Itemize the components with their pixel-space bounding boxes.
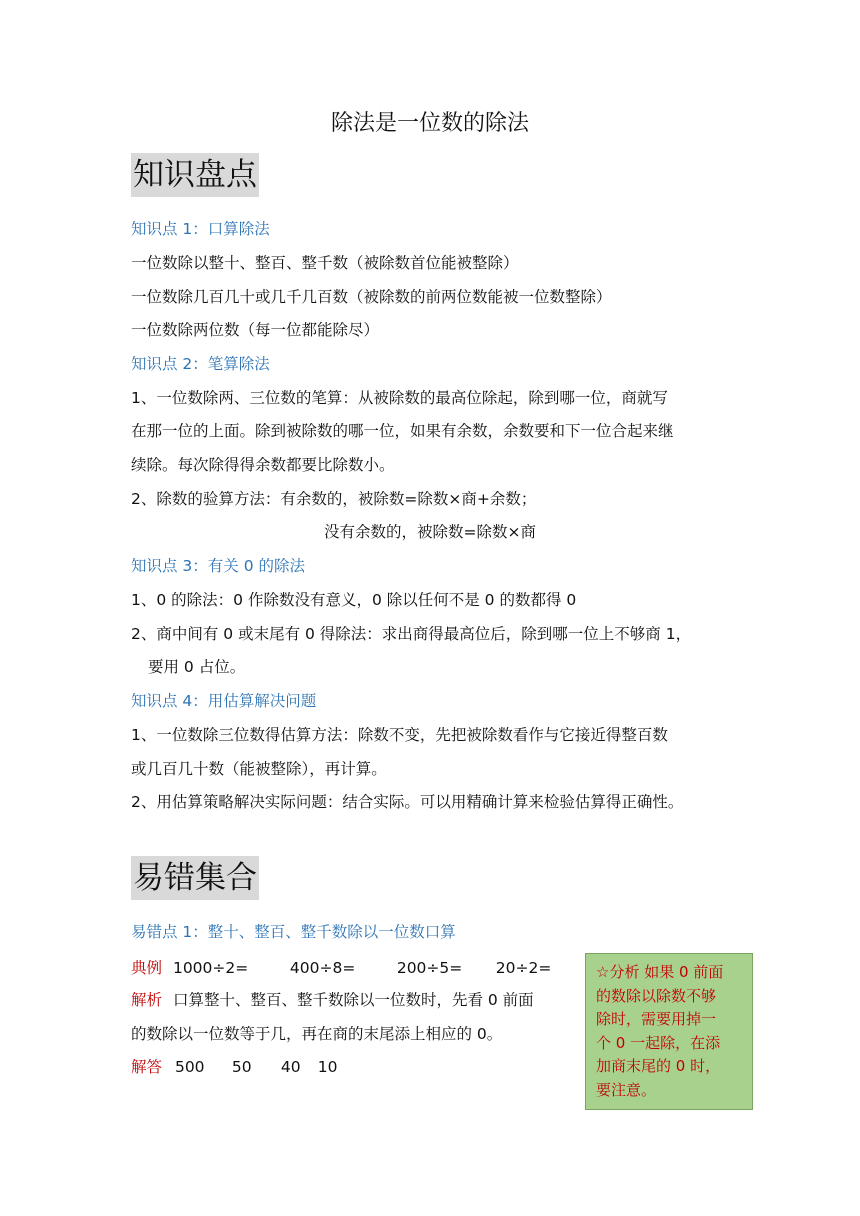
- analysis-label: 解析: [131, 991, 163, 1009]
- knowledge-point-1-line: 一位数除几百几十或几千几百数（被除数的前两位数能被一位数整除）: [131, 288, 612, 306]
- knowledge-point-3-label: 知识点 3：有关 0 的除法: [131, 557, 306, 575]
- tip-line: 个 0 一起除，在添: [596, 1033, 721, 1052]
- answer-value: 10: [317, 1058, 338, 1076]
- example-row: [131, 956, 551, 978]
- mistake-point-1-label: 易错点 1：整十、整百、整千数除以一位数口算: [131, 923, 456, 941]
- knowledge-point-3-line: 2、商中间有 0 或末尾有 0 得除法：求出商得最高位后，除到哪一位上不够商 1，: [131, 625, 692, 643]
- analysis-line: [131, 990, 534, 1010]
- knowledge-point-2-line: 1、一位数除两、三位数的笔算：从被除数的最高位除起，除到哪一位，商就写: [131, 389, 668, 407]
- tip-line: ☆分析 如果 0 前面: [596, 963, 724, 981]
- knowledge-point-1-line: 一位数除以整十、整百、整千数（被除数首位能被整除）: [131, 254, 519, 272]
- example-item: 20÷2=: [495, 959, 552, 977]
- knowledge-point-3-line: 1、0 的除法：0 作除数没有意义，0 除以任何不是 0 的数都得 0: [131, 591, 577, 609]
- example-item: 400÷8=: [289, 959, 356, 977]
- example-item: 1000÷2=: [172, 959, 249, 977]
- example-item: 200÷5=: [396, 959, 463, 977]
- knowledge-point-4-line: 1、一位数除三位数得估算方法：除数不变，先把被除数看作与它接近得整百数: [131, 726, 668, 744]
- answer-line: [131, 1057, 338, 1077]
- analysis-text: 口算整十、整百、整千数除以一位数时，先看 0 前面: [172, 991, 534, 1009]
- example-label: 典例: [131, 959, 163, 977]
- knowledge-point-2-line: 在那一位的上面。除到被除数的哪一位，如果有余数，余数要和下一位合起来继: [131, 422, 674, 440]
- answer-value: 500: [174, 1058, 205, 1076]
- tip-line: 的数除以除数不够: [596, 986, 717, 1005]
- analysis-text: 的数除以一位数等于几，再在商的末尾添上相应的 0。: [131, 1025, 503, 1043]
- knowledge-point-1-label: 知识点 1：口算除法: [131, 220, 270, 238]
- answer-value: 40: [280, 1058, 301, 1076]
- knowledge-point-4-line: 或几百几十数（能被整除），再计算。: [131, 760, 387, 778]
- knowledge-heading: 知识盘点: [131, 153, 259, 197]
- knowledge-point-1-line: 一位数除两位数（每一位都能除尽）: [131, 321, 380, 339]
- tip-line: 除时，需要用掉一: [596, 1010, 717, 1028]
- tip-box: [585, 953, 753, 1110]
- knowledge-point-3-line: 要用 0 占位。: [148, 658, 246, 676]
- tip-line: 要注意。: [596, 1080, 657, 1099]
- knowledge-point-2-line: 2、除数的验算方法：有余数的，被除数=除数×商+余数；: [131, 490, 537, 508]
- mistakes-heading: 易错集合: [131, 856, 259, 900]
- knowledge-point-2-line: 没有余数的，被除数=除数×商: [324, 523, 536, 541]
- answer-label: 解答: [131, 1058, 163, 1076]
- knowledge-point-4-line: 2、用估算策略解决实际问题：结合实际。可以用精确计算来检验估算得正确性。: [131, 793, 684, 811]
- answer-value: 50: [231, 1058, 252, 1076]
- document-title: 除法是一位数的除法: [330, 111, 529, 136]
- knowledge-point-2-label: 知识点 2：笔算除法: [131, 355, 270, 373]
- knowledge-point-2-line: 续除。每次除得得余数都要比除数小。: [131, 456, 395, 474]
- tip-line: 加商末尾的 0 时，: [596, 1057, 721, 1075]
- knowledge-point-4-label: 知识点 4：用估算解决问题: [131, 692, 317, 710]
